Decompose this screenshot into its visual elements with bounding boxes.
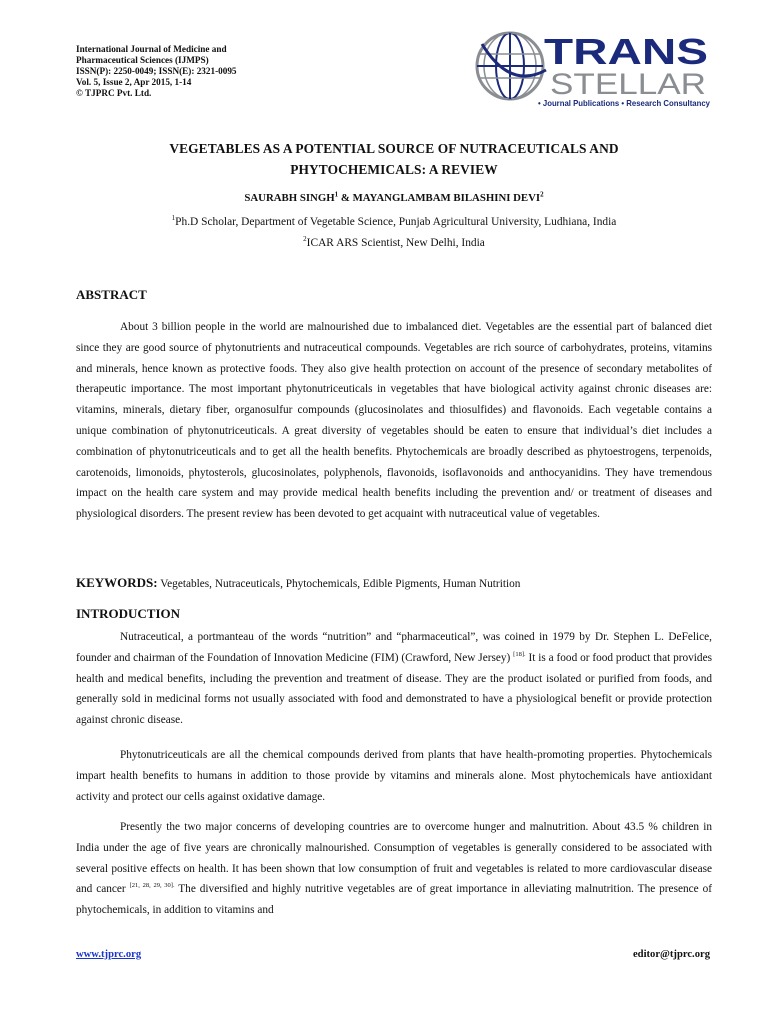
logo-word-trans: TRANS	[544, 31, 708, 72]
affil-sup: 1	[171, 214, 176, 223]
intro-paragraph	[76, 627, 712, 731]
affiliation	[76, 216, 712, 228]
citation: [21, 28, 29, 30].	[129, 882, 175, 890]
intro-paragraph	[76, 817, 712, 921]
intro-paragraph: Phytonutriceuticals are all the chemical compounds derived from plants that have health-promoting properties. Phytochemicals impart health benefits to humans in addition to those provide by vitamins and minerals alone. Most phytochemicals have antioxidant activity and protect our cells against oxidative damage.	[76, 749, 712, 803]
footer-email: editor@tjprc.org	[632, 949, 710, 960]
website-link[interactable]: www.tjprc.org	[76, 949, 142, 960]
author-name: SAURABH SINGH	[244, 192, 335, 204]
author-name: MAYANGLAMBAM BILASHINI DEVI	[352, 192, 541, 204]
paper-title	[76, 138, 712, 180]
affil-sup: 2	[303, 235, 307, 244]
introduction-heading: INTRODUCTION	[76, 606, 181, 621]
keywords-text: Vegetables, Nutraceuticals, Phytochemicals, Edible Pigments, Human Nutrition	[157, 578, 521, 590]
journal-line: ISSN(P): 2250-0049; ISSN(E): 2321-0095	[76, 66, 237, 76]
author-list	[76, 192, 712, 204]
keywords-label: KEYWORDS:	[76, 575, 158, 590]
journal-line: Pharmaceutical Sciences (IJMPS)	[76, 55, 209, 65]
journal-info	[76, 44, 237, 99]
affil-text: ICAR ARS Scientist, New Delhi, India	[306, 237, 485, 249]
journal-line: International Journal of Medicine and	[76, 44, 227, 54]
transstellar-logo	[474, 30, 714, 110]
abstract-body: About 3 billion people in the world are malnourished due to imbalanced diet. Vegetables are the essential part of balanced diet since they are good source of phytonutrients and nutraceutical compounds. Vegetables are rich source of carbohydrates, proteins, vitamins and minerals, hence known as protective foods. They also give health protection on account of the presence of secondary metabolites of therapeutic importance. The most important phytonutriceuticals in vegetables that have biological activity against chronic diseases are: vitamins, minerals, dietary fiber, organosulfur compounds (glucosinolates and thiosulfides) and flavonoids. Each vegetable contains a unique combination of phytonutriceuticals. A great diversity of vegetables should be eaten to ensure that individual’s diet includes a combination of phytonutriceuticals and to get all the health benefits. Phytochemicals are broadly described as phytoestrogens, terpenoids, carotenoids, limonoids, phytosterols, glucosinolates, polyphenols, flavonoids, isoflavonoids and anthocyanidins. They have tremendous impact on the health care system and may provide medical health benefits including the prevention and/ or treatment of diseases and physiological disorders. The present review has been devoted to get acquaint with nutraceutical value of vegetables.	[76, 321, 712, 521]
title-line: PHYTOCHEMICALS: A REVIEW	[290, 162, 498, 177]
paragraph-text: Nutraceutical, a portmanteau of the words “nutrition” and “pharmaceutical”, was coined in 1979 by Dr. Stephen L. DeFelice, founder and chairman of the Foundation of Innovation Medicine (FIM) (Crawford, New Jersey)	[76, 631, 712, 664]
affil-text: Ph.D Scholar, Department of Vegetable Science, Punjab Agricultural University, Ludhiana, India	[175, 216, 617, 228]
author-separator: &	[338, 192, 353, 204]
logo-word-stellar: STELLAR	[550, 68, 706, 101]
journal-line: Vol. 5, Issue 2, Apr 2015, 1-14	[76, 77, 192, 87]
title-line: VEGETABLES AS A POTENTIAL SOURCE OF NUTRACEUTICALS AND	[169, 141, 619, 156]
affiliation	[76, 237, 712, 249]
paragraph-text: Presently the two major concerns of developing countries are to overcome hunger and malnutrition. About 43.5 % children in India under the age of five years are chronically malnourished. Consumption of vegetables is generally considered to be associated with several positive effects on health. It has been shown that low consumption of fruit and vegetables is related to more cardiovascular disease and cancer	[76, 821, 712, 896]
abstract-heading: ABSTRACT	[76, 287, 147, 302]
globe-logo-icon	[474, 30, 714, 110]
keywords	[76, 575, 712, 591]
author-affil-sup: 2	[540, 190, 544, 199]
paragraph-text: It is a food or food product that provides health and medical benefits, including the prevention and treatment of disease. They are the product isolated or purified from foods, and generally sold in medicinal forms not usually associated with food and demonstrated to have a physiological benefit or provide protection against chronic disease.	[76, 651, 712, 727]
paragraph-text: The diversified and highly nutritive vegetables are of great importance in alleviating malnutrition. The presence of phytochemicals, in addition to vitamins and	[76, 883, 712, 917]
author-affil-sup: 1	[334, 190, 339, 199]
journal-line: © TJPRC Pvt. Ltd.	[76, 88, 152, 98]
citation: [18].	[513, 651, 526, 659]
logo-tagline: • Journal Publications • Research Consultancy	[538, 98, 711, 108]
